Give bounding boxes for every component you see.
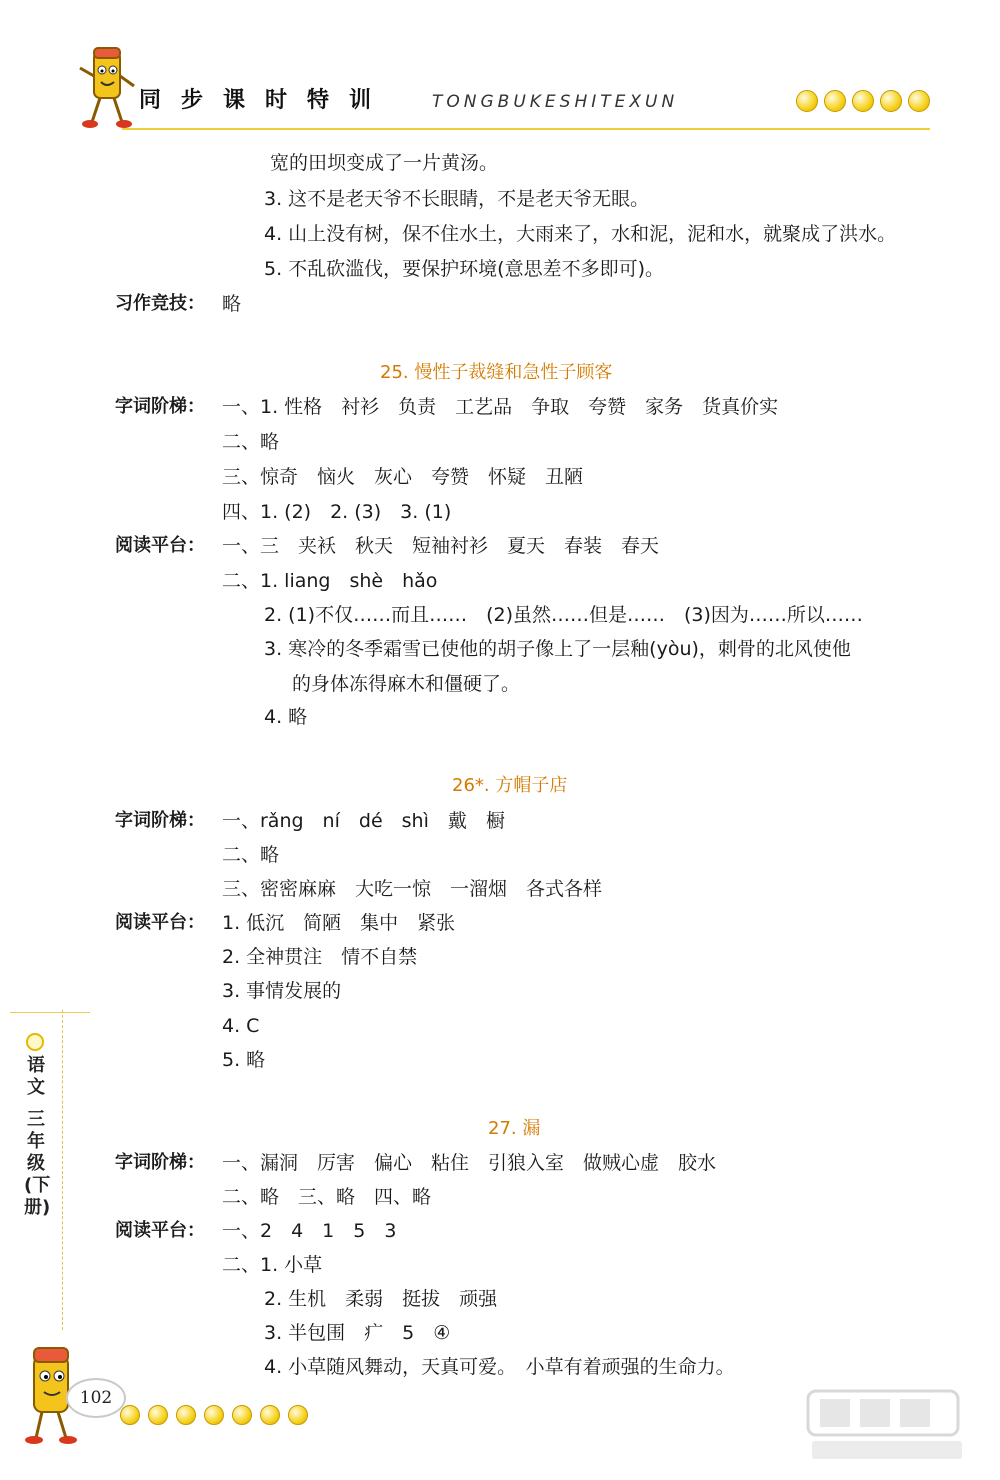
watermark-logo-icon: [800, 1385, 975, 1465]
answer-line: 四、1. (2) 2. (3) 3. (1): [222, 501, 452, 523]
answer-line: 三、惊奇 恼火 灰心 夸赞 怀疑 丑陋: [222, 466, 584, 488]
answer-line: 二、略: [222, 844, 280, 866]
dot-icon: [288, 1405, 308, 1425]
dot-icon: [908, 90, 930, 112]
footer-dots: [120, 1405, 308, 1425]
series-title: [135, 84, 375, 122]
dot-icon: [232, 1405, 252, 1425]
title-char: 步: [180, 88, 203, 113]
answer-line: 3. 寒冷的冬季霜雪已使他的胡子像上了一层釉(yòu)，刺骨的北风使他: [264, 638, 851, 660]
dot-icon: [880, 90, 902, 112]
answer-line: 1. 低沉 简陋 集中 紧张: [222, 912, 456, 934]
dot-icon: [120, 1405, 140, 1425]
pencil-mascot-icon: [72, 42, 142, 132]
title-char: 同: [138, 88, 161, 113]
answer-line: 略: [222, 293, 242, 315]
section-label: 字词阶梯：: [115, 1152, 205, 1173]
title-char: 课: [222, 88, 245, 113]
answer-line: 二、略 三、略 四、略: [222, 1186, 432, 1208]
answer-line: 4. 山上没有树，保不住水土，大雨来了，水和泥，泥和水，就聚成了洪水。: [264, 223, 897, 245]
title-char: 特: [306, 88, 329, 113]
answer-line: 3. 事情发展的: [222, 980, 342, 1002]
series-pinyin: TONGBUKESHITEXUN: [432, 92, 679, 112]
grade-text: 三年级(下册): [24, 1109, 51, 1218]
answer-line: 4. 小草随风舞动，天真可爱。 小草有着顽强的生命力。: [264, 1356, 735, 1378]
dot-icon: [260, 1405, 280, 1425]
section-label: 阅读平台：: [115, 535, 205, 556]
answer-line: 一、2 4 1 5 3: [222, 1220, 397, 1242]
section-label: 字词阶梯：: [115, 810, 205, 831]
dot-icon: [176, 1405, 196, 1425]
header-dots: [796, 90, 930, 112]
answer-line: 二、1. 小草: [222, 1254, 323, 1276]
dot-icon: [204, 1405, 224, 1425]
answer-line: 宽的田坝变成了一片黄汤。: [270, 152, 499, 174]
title-char: 训: [348, 88, 371, 113]
lesson-title: 27. 漏: [488, 1118, 541, 1139]
page-header: [0, 0, 1000, 150]
section-label: 习作竞技：: [115, 293, 205, 314]
dot-icon: [852, 90, 874, 112]
dot-icon: [148, 1405, 168, 1425]
subject-text: 语文: [27, 1055, 45, 1098]
answer-line: 4. 略: [264, 706, 308, 728]
answer-line: 3. 这不是老天爷不长眼睛，不是老天爷无眼。: [264, 188, 650, 210]
answer-line: 一、1. 性格 衬衫 负责 工艺品 争取 夸赞 家务 货真价实: [222, 396, 779, 418]
section-label: 阅读平台：: [115, 912, 205, 933]
answer-line: 一、rǎng ní dé shì 戴 橱: [222, 810, 505, 832]
sidebar-rule: [62, 1010, 64, 1330]
answer-line: 一、漏洞 厉害 偏心 粘住 引狼入室 做贼心虚 胶水: [222, 1152, 717, 1174]
answer-line: 二、1. liang shè hǎo: [222, 570, 438, 592]
dot-icon: [796, 90, 818, 112]
answer-line: 5. 略: [222, 1049, 266, 1071]
answer-line: 5. 不乱砍滥伐，要保护环境(意思差不多即可)。: [264, 258, 664, 280]
title-char: 时: [264, 88, 287, 113]
section-label: 阅读平台：: [115, 1220, 205, 1241]
sidebar-divider: [10, 1012, 90, 1013]
circle-icon: [26, 1033, 44, 1051]
answer-line: 二、略: [222, 431, 280, 453]
answer-line: 2. 全神贯注 情不自禁: [222, 946, 418, 968]
dot-icon: [824, 90, 846, 112]
answer-line: 一、三 夹袄 秋天 短袖衬衫 夏天 春装 春天: [222, 535, 660, 557]
sidebar-subject: [24, 1055, 51, 1219]
answer-line: 2. (1)不仅……而且…… (2)虽然……但是…… (3)因为……所以……: [264, 604, 863, 626]
answer-line: 的身体冻得麻木和僵硬了。: [292, 673, 521, 695]
lesson-title: 25. 慢性子裁缝和急性子顾客: [380, 362, 613, 383]
answer-line: 4. C: [222, 1015, 260, 1037]
header-divider: [122, 128, 930, 130]
answer-line: 2. 生机 柔弱 挺拔 顽强: [264, 1288, 498, 1310]
section-label: 字词阶梯：: [115, 396, 205, 417]
page-number: 102: [66, 1378, 126, 1418]
lesson-title: 26*. 方帽子店: [452, 775, 568, 796]
answer-line: 3. 半包围 疒 5 ④: [264, 1322, 451, 1344]
answer-line: 三、密密麻麻 大吃一惊 一溜烟 各式各样: [222, 878, 603, 900]
